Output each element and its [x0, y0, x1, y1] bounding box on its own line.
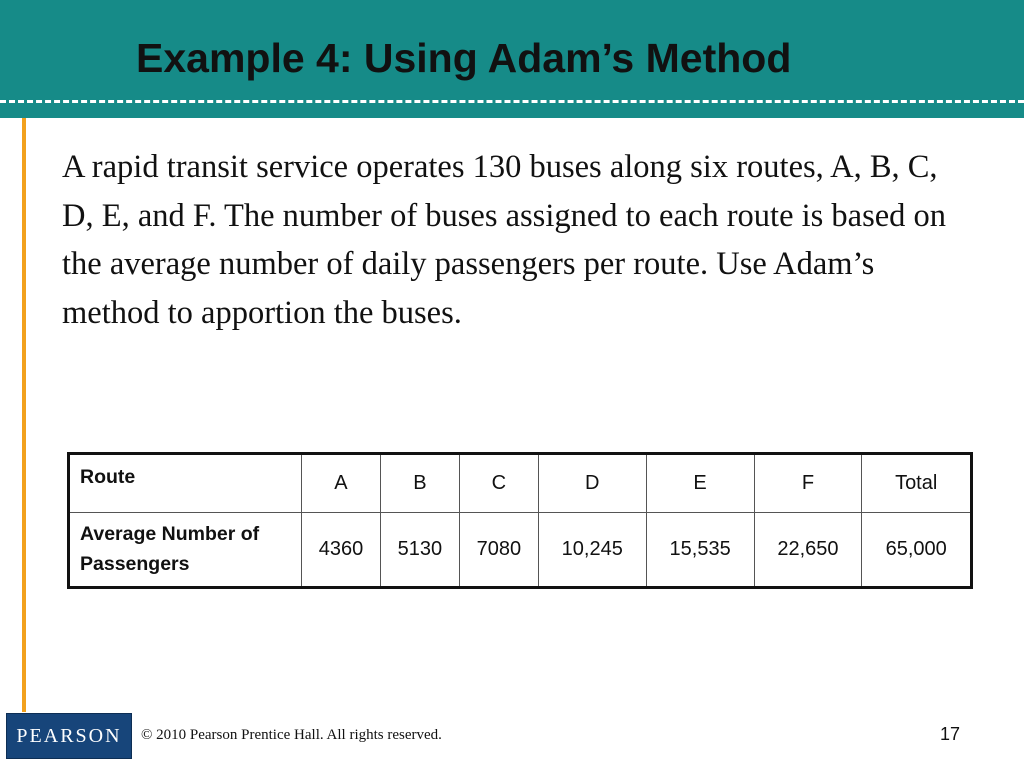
passenger-table [67, 452, 973, 589]
passenger-value-row [69, 513, 972, 588]
slide-title: Example 4: Using Adam’s Method [136, 35, 792, 81]
passenger-value-cell: 4360 [302, 513, 381, 588]
problem-text: A rapid transit service operates 130 buses along six routes, A, B, C, D, E, and F. The number of buses assigned to each route is based on the average number of daily passengers per route. Use Adam’s method to apportion the buses. [62, 149, 947, 331]
route-header-cell: D [538, 454, 646, 513]
route-header-cell: E [646, 454, 754, 513]
passenger-row-label: Average Number of Passengers [69, 513, 302, 588]
passenger-value-cell: 10,245 [538, 513, 646, 588]
route-header-row [69, 454, 972, 513]
passenger-value-cell: 7080 [459, 513, 538, 588]
copyright-notice: © 2010 Pearson Prentice Hall. All rights reserved. [141, 727, 442, 743]
route-header-label: Route [69, 454, 302, 513]
pearson-logo: PEARSON [6, 713, 132, 759]
passenger-value-cell: 22,650 [754, 513, 862, 588]
page-number: 17 [940, 724, 961, 744]
dashed-divider [0, 100, 1024, 103]
passenger-value-cell: 5130 [380, 513, 459, 588]
accent-line [22, 118, 26, 712]
route-header-cell: B [380, 454, 459, 513]
total-value-cell: 65,000 [862, 513, 972, 588]
route-header-cell: F [754, 454, 862, 513]
total-header-cell: Total [862, 454, 972, 513]
passenger-value-cell: 15,535 [646, 513, 754, 588]
route-header-cell: A [302, 454, 381, 513]
route-header-cell: C [459, 454, 538, 513]
